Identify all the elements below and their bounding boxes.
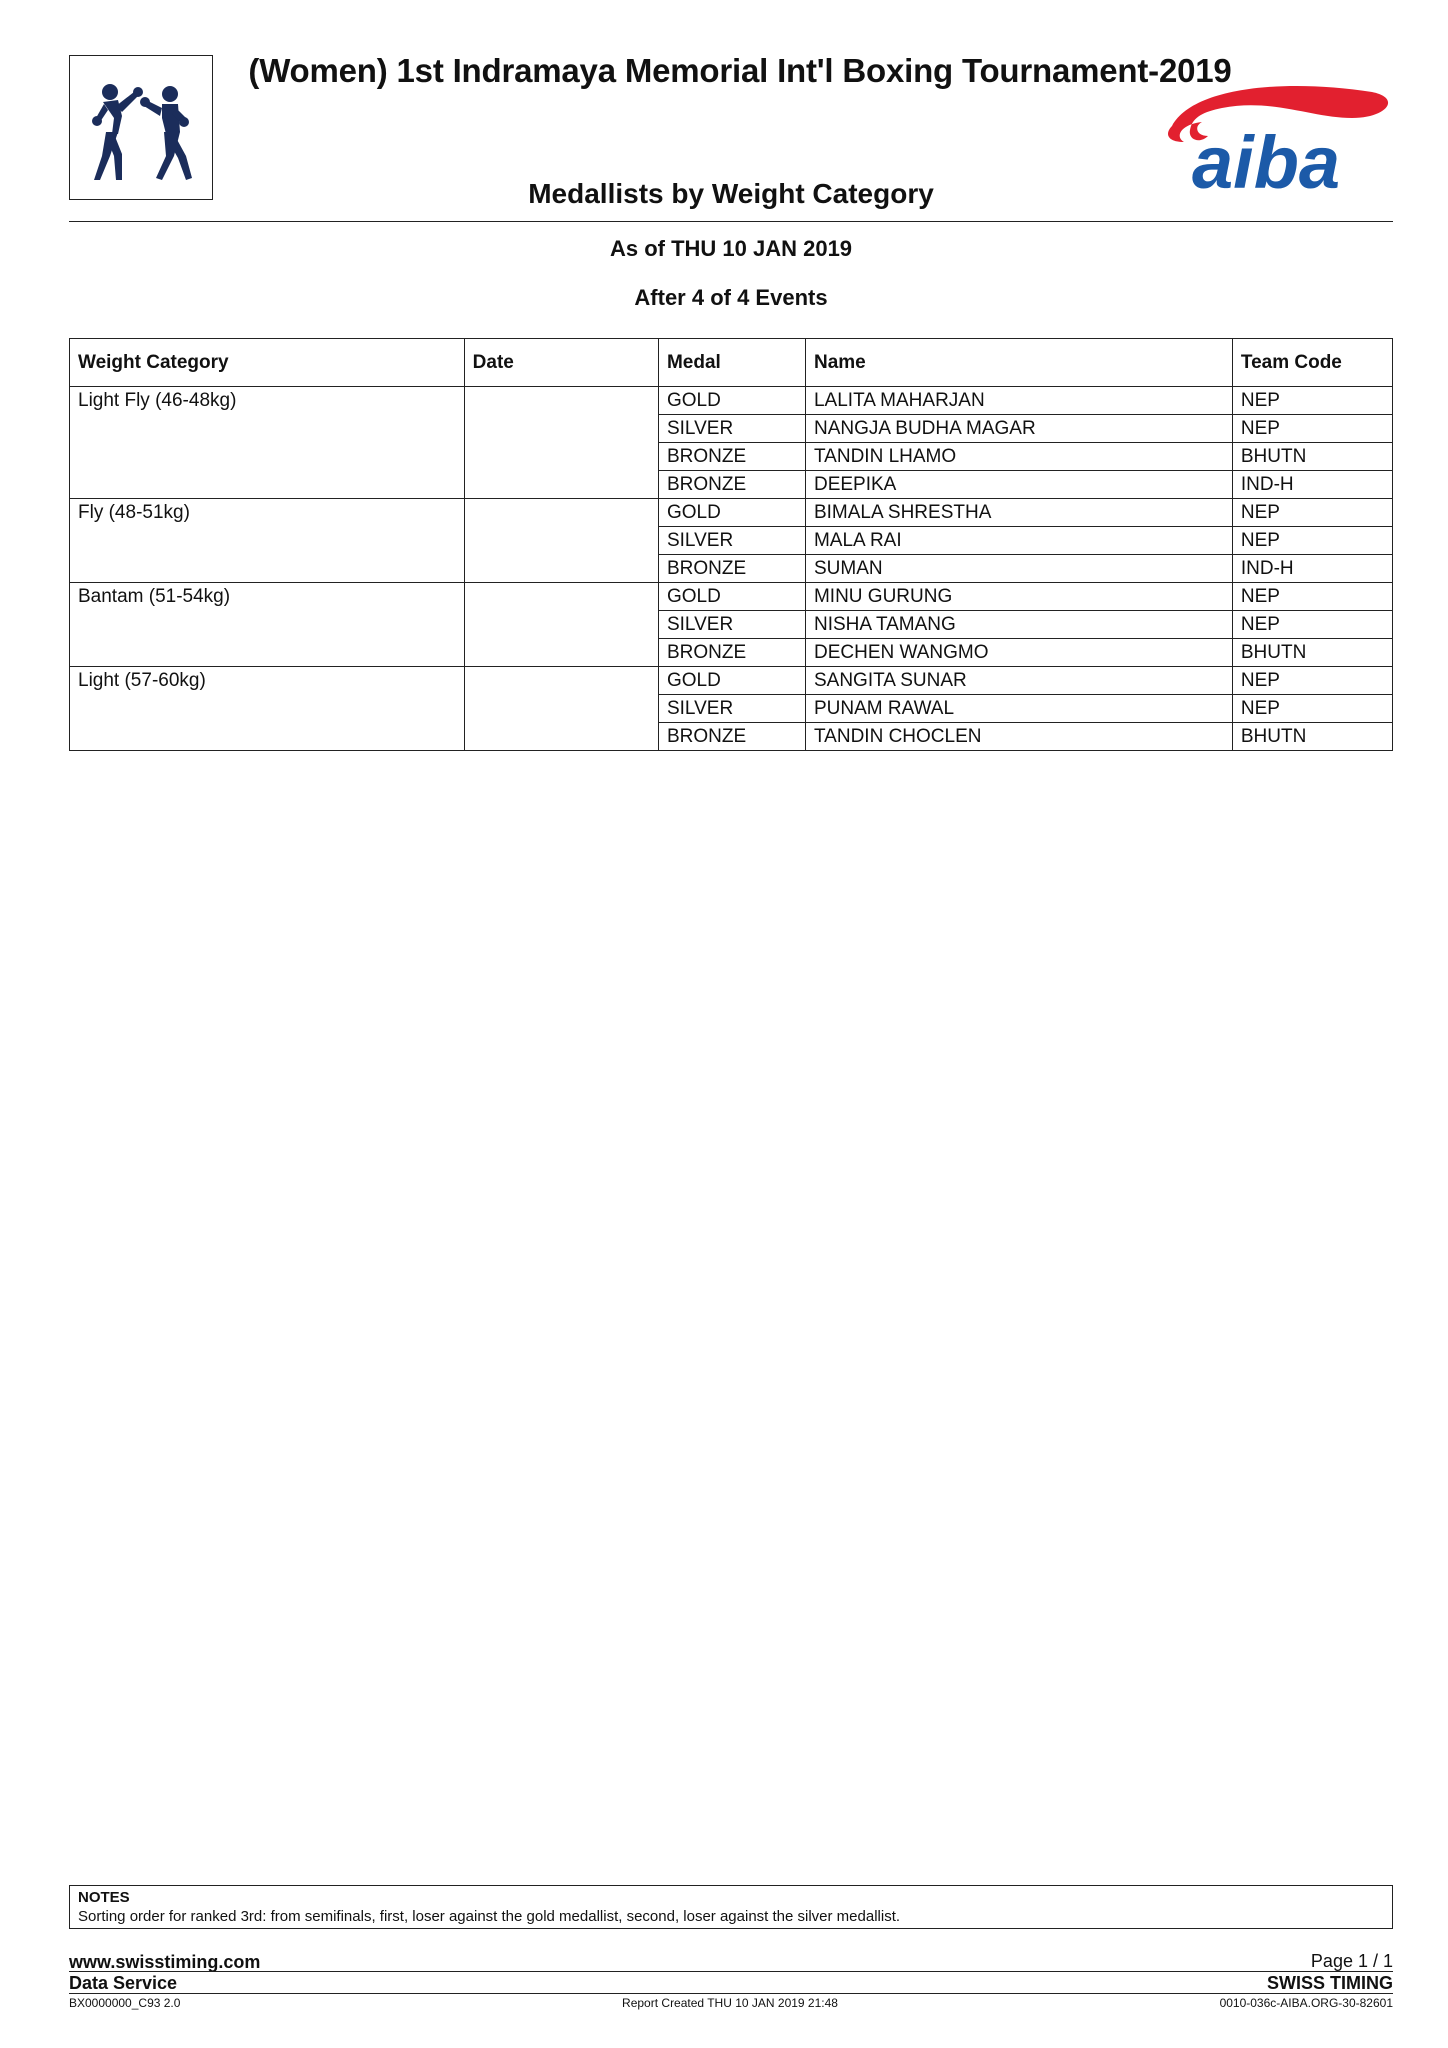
medal-cell: BRONZE: [658, 471, 805, 499]
team-code: IND-H: [1232, 471, 1392, 499]
event-date: [464, 583, 658, 667]
footer-divider: [69, 1971, 1393, 1972]
team-code: NEP: [1232, 695, 1392, 723]
athlete-name: SANGITA SUNAR: [805, 667, 1232, 695]
athlete-name: TANDIN CHOCLEN: [805, 723, 1232, 751]
weight-category: Light Fly (46-48kg): [70, 387, 465, 499]
medallists-table: [69, 338, 1393, 751]
column-header: Name: [805, 339, 1232, 387]
team-code: NEP: [1232, 415, 1392, 443]
medal-cell: BRONZE: [658, 443, 805, 471]
athlete-name: DECHEN WANGMO: [805, 639, 1232, 667]
aiba-swoosh-icon: [1162, 78, 1392, 194]
notes-box: [69, 1885, 1393, 1929]
notes-text: Sorting order for ranked 3rd: from semifinals, first, loser against the gold medallist, second, loser against the silver medallist.: [78, 1908, 901, 1925]
table-header-row: [70, 339, 1393, 387]
tournament-title: (Women) 1st Indramaya Memorial Int'l Boxing Tournament-2019: [248, 52, 1232, 89]
aiba-wordmark: aiba: [1192, 121, 1341, 194]
event-date: [464, 387, 658, 499]
aiba-logo: [1162, 78, 1392, 194]
event-date: [464, 499, 658, 583]
athlete-name: DEEPIKA: [805, 471, 1232, 499]
report-code: BX0000000_C93 2.0: [69, 1996, 181, 2010]
athlete-name: NISHA TAMANG: [805, 611, 1232, 639]
footer-divider-2: [69, 1993, 1393, 1994]
weight-category: Bantam (51-54kg): [70, 583, 465, 667]
athlete-name: PUNAM RAWAL: [805, 695, 1232, 723]
data-service-label: Data Service: [69, 1973, 178, 1993]
column-header: Team Code: [1232, 339, 1392, 387]
athlete-name: NANGJA BUDHA MAGAR: [805, 415, 1232, 443]
athlete-name: LALITA MAHARJAN: [805, 387, 1232, 415]
table-row: [70, 667, 1393, 695]
medal-cell: SILVER: [658, 695, 805, 723]
events-count: After 4 of 4 Events: [634, 285, 828, 310]
event-date: [464, 667, 658, 751]
report-reference: 0010-036c-AIBA.ORG-30-82601: [1219, 1996, 1393, 2010]
medal-cell: BRONZE: [658, 555, 805, 583]
medal-cell: GOLD: [658, 499, 805, 527]
team-code: IND-H: [1232, 555, 1392, 583]
medal-cell: BRONZE: [658, 723, 805, 751]
medal-cell: SILVER: [658, 611, 805, 639]
team-code: NEP: [1232, 611, 1392, 639]
table-row: [70, 387, 1393, 415]
medal-cell: SILVER: [658, 527, 805, 555]
column-header: Weight Category: [70, 339, 465, 387]
athlete-name: MALA RAI: [805, 527, 1232, 555]
table-row: [70, 499, 1393, 527]
header-divider: [69, 221, 1393, 222]
swiss-timing-brand: SWISS TIMING: [1267, 1973, 1393, 1993]
medal-cell: BRONZE: [658, 639, 805, 667]
athlete-name: TANDIN LHAMO: [805, 443, 1232, 471]
medal-cell: GOLD: [658, 667, 805, 695]
report-created: Report Created THU 10 JAN 2019 21:48: [622, 1996, 838, 2010]
page-number: Page 1 / 1: [1310, 1951, 1393, 1971]
medal-cell: GOLD: [658, 387, 805, 415]
team-code: NEP: [1232, 527, 1392, 555]
team-code: BHUTN: [1232, 443, 1392, 471]
athlete-name: SUMAN: [805, 555, 1232, 583]
team-code: NEP: [1232, 387, 1392, 415]
team-code: BHUTN: [1232, 639, 1392, 667]
notes-title: NOTES: [78, 1889, 130, 1906]
weight-category: Light (57-60kg): [70, 667, 465, 751]
athlete-name: MINU GURUNG: [805, 583, 1232, 611]
weight-category: Fly (48-51kg): [70, 499, 465, 583]
athlete-name: BIMALA SHRESTHA: [805, 499, 1232, 527]
report-subtitle: Medallists by Weight Category: [528, 178, 934, 209]
team-code: BHUTN: [1232, 723, 1392, 751]
team-code: NEP: [1232, 499, 1392, 527]
column-header: Date: [464, 339, 658, 387]
column-header: Medal: [658, 339, 805, 387]
medal-cell: SILVER: [658, 415, 805, 443]
boxers-icon: [70, 56, 211, 198]
table-row: [70, 583, 1393, 611]
footer-url[interactable]: www.swisstiming.com: [69, 1952, 261, 1972]
team-code: NEP: [1232, 583, 1392, 611]
medal-cell: GOLD: [658, 583, 805, 611]
as-of-date: As of THU 10 JAN 2019: [609, 236, 853, 261]
team-code: NEP: [1232, 667, 1392, 695]
